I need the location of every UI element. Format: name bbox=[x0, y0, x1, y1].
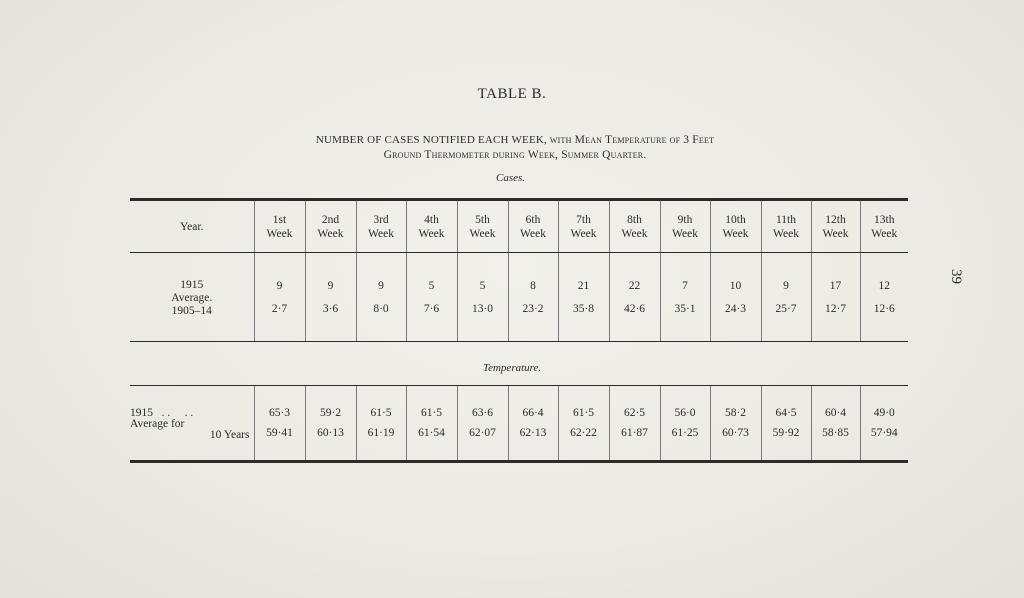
cases-week-cell: 8 23·2 bbox=[508, 253, 558, 341]
cases-row-1-label: 1915 bbox=[180, 278, 204, 291]
week-header: 12th Week bbox=[811, 201, 860, 252]
temperature-year-cell bbox=[130, 386, 254, 460]
cases-week-cell: 22 42·6 bbox=[609, 253, 660, 341]
year-header: Year. bbox=[180, 220, 204, 233]
week-header: 8th Week bbox=[609, 201, 660, 252]
temperature-row-2-label: 10 Years bbox=[209, 429, 250, 441]
cases-row-mid-label: Average. bbox=[171, 291, 213, 304]
subtitle-line-1-part-b: with Mean Temperature bbox=[549, 134, 667, 146]
cases-row-2-label: 1905–14 bbox=[171, 304, 212, 317]
temperature-table bbox=[130, 386, 908, 460]
temperature-section-label: Temperature. bbox=[483, 362, 542, 374]
temperature-week-cell: 49·0 57·94 bbox=[860, 386, 908, 460]
header-table bbox=[130, 201, 908, 252]
temperature-week-cell: 61·5 62·22 bbox=[558, 386, 609, 460]
cases-week-cell: 9 25·7 bbox=[761, 253, 811, 341]
temperature-row-1-label: 1915 . . . . bbox=[130, 407, 194, 419]
week-header: 3rd Week bbox=[356, 201, 406, 252]
temperature-week-cell: 59·2 60·13 bbox=[305, 386, 356, 460]
table-title: TABLE B. bbox=[477, 86, 547, 102]
week-header: 13th Week bbox=[860, 201, 908, 252]
temperature-week-cell: 61·5 61·54 bbox=[406, 386, 457, 460]
week-header: 1st Week bbox=[254, 201, 305, 252]
page-number: 39 bbox=[948, 269, 964, 284]
subtitle-line-1-part-a: NUMBER OF CASES NOTIFIED EACH WEEK, bbox=[315, 134, 547, 146]
temperature-week-cell: 64·5 59·92 bbox=[761, 386, 811, 460]
temperature-week-cell: 65·3 59·41 bbox=[254, 386, 305, 460]
cases-week-cell: 17 12·7 bbox=[811, 253, 860, 341]
subtitle-line-2: Ground Thermometer during Week, Summer Quarter. bbox=[383, 149, 647, 161]
cases-week-cell: 21 35·8 bbox=[558, 253, 609, 341]
cases-week-cell: 10 24·3 bbox=[710, 253, 761, 341]
week-header: 11th Week bbox=[761, 201, 811, 252]
cases-week-cell: 9 3·6 bbox=[305, 253, 356, 341]
cases-year-cell bbox=[130, 253, 254, 341]
subtitle-line-1 bbox=[120, 133, 910, 148]
week-header: 10th Week bbox=[710, 201, 761, 252]
cases-week-cell: 9 8·0 bbox=[356, 253, 406, 341]
temperature-week-cell: 61·5 61·19 bbox=[356, 386, 406, 460]
temperature-week-cell: 62·5 61·87 bbox=[609, 386, 660, 460]
week-header: 9th Week bbox=[660, 201, 710, 252]
week-header: 6th Week bbox=[508, 201, 558, 252]
temperature-week-cell: 60·4 58·85 bbox=[811, 386, 860, 460]
week-header: 7th Week bbox=[558, 201, 609, 252]
bottom-rule bbox=[130, 460, 908, 463]
temperature-week-cell: 66·4 62·13 bbox=[508, 386, 558, 460]
cases-bottom-rule bbox=[130, 341, 908, 342]
table-subtitle bbox=[120, 133, 910, 163]
subtitle-line-1-part-d: 3 Feet bbox=[683, 134, 715, 146]
week-header: 2nd Week bbox=[305, 201, 356, 252]
subtitle-line-1-part-c: of bbox=[669, 134, 681, 146]
week-header: 4th Week bbox=[406, 201, 457, 252]
cases-week-cell: 12 12·6 bbox=[860, 253, 908, 341]
week-header: 5th Week bbox=[457, 201, 508, 252]
cases-week-cell: 5 7·6 bbox=[406, 253, 457, 341]
cases-week-cell: 9 2·7 bbox=[254, 253, 305, 341]
cases-section-label: Cases. bbox=[496, 172, 526, 184]
temperature-week-cell: 58·2 60·73 bbox=[710, 386, 761, 460]
temperature-row-mid-label: Average for bbox=[130, 418, 185, 430]
temperature-week-cell: 63·6 62·07 bbox=[457, 386, 508, 460]
cases-week-cell: 5 13·0 bbox=[457, 253, 508, 341]
cases-week-cell: 7 35·1 bbox=[660, 253, 710, 341]
temperature-week-cell: 56·0 61·25 bbox=[660, 386, 710, 460]
cases-table bbox=[130, 253, 908, 341]
